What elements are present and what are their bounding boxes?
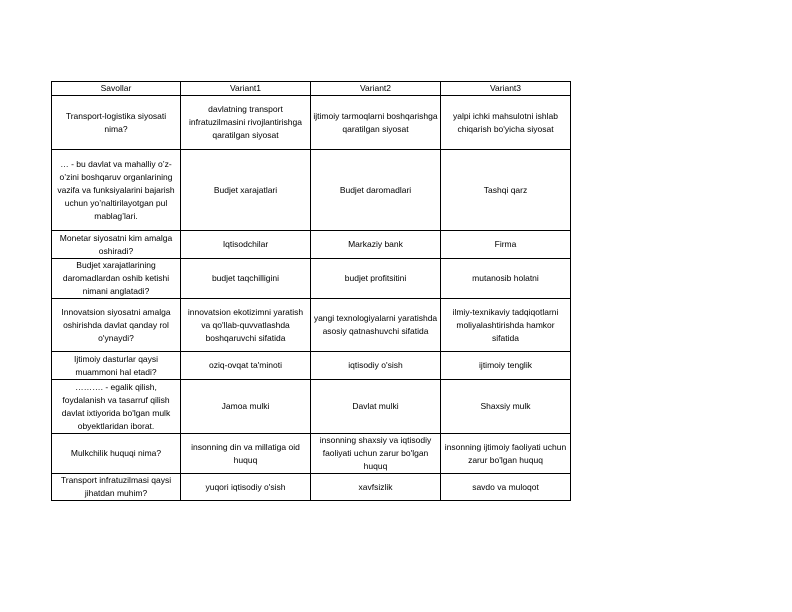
question-cell: Transport infratuzilmasi qaysi jihatdan muhim? — [52, 474, 181, 501]
table-row — [52, 434, 571, 474]
table-row — [52, 150, 571, 231]
question-cell: ………. - egalik qilish, foydalanish va tasarruf qilish davlat ixtiyorida bo'lgan mulk obyektlaridan iborat. — [52, 380, 181, 434]
option-cell: Jamoa mulki — [181, 380, 311, 434]
option-cell: Markaziy bank — [311, 231, 441, 259]
option-cell: budjet taqchilligini — [181, 259, 311, 299]
question-cell: Budjet xarajatlarining daromadlardan oshib ketishi nimani anglatadi? — [52, 259, 181, 299]
table-row — [52, 231, 571, 259]
header-cell: Variant3 — [441, 82, 571, 96]
option-cell: insonning shaxsiy va iqtisodiy faoliyati uchun zarur bo'lgan huquq — [311, 434, 441, 474]
table-row — [52, 380, 571, 434]
question-cell: Monetar siyosatni kim amalga oshiradi? — [52, 231, 181, 259]
header-cell: Savollar — [52, 82, 181, 96]
questions-table — [51, 81, 571, 501]
table-row — [52, 96, 571, 150]
question-cell: … - bu davlat va mahalliy o’z-o’zini boshqaruv organlarining vazifa va funksiyalarini bajarish uchun yo’naltirilayotgan pul mablag’lari. — [52, 150, 181, 231]
option-cell: Tashqi qarz — [441, 150, 571, 231]
option-cell: mutanosib holatni — [441, 259, 571, 299]
table-row — [52, 259, 571, 299]
option-cell: Davlat mulki — [311, 380, 441, 434]
option-cell: iqtisodiy o'sish — [311, 352, 441, 380]
option-cell: ijtimoiy tarmoqlarni boshqarishga qaratilgan siyosat — [311, 96, 441, 150]
table-row — [52, 474, 571, 501]
table-row — [52, 352, 571, 380]
option-cell: Budjet daromadlari — [311, 150, 441, 231]
option-cell: budjet profitsitini — [311, 259, 441, 299]
option-cell: savdo va muloqot — [441, 474, 571, 501]
question-cell: Innovatsion siyosatni amalga oshirishda davlat qanday rol o'ynaydi? — [52, 299, 181, 352]
option-cell: insonning ijtimoiy faoliyati uchun zarur bo'lgan huquq — [441, 434, 571, 474]
option-cell: Budjet xarajatlari — [181, 150, 311, 231]
question-cell: Ijtimoiy dasturlar qaysi muammoni hal etadi? — [52, 352, 181, 380]
option-cell: oziq-ovqat ta'minoti — [181, 352, 311, 380]
option-cell: yuqori iqtisodiy o'sish — [181, 474, 311, 501]
header-cell: Variant2 — [311, 82, 441, 96]
table-row — [52, 299, 571, 352]
header-cell: Variant1 — [181, 82, 311, 96]
option-cell: ilmiy-texnikaviy tadqiqotlarni moliyalashtirishda hamkor sifatida — [441, 299, 571, 352]
question-cell: Transport-logistika siyosati nima? — [52, 96, 181, 150]
question-cell: Mulkchilik huquqi nima? — [52, 434, 181, 474]
header-row — [52, 82, 571, 96]
option-cell: davlatning transport infratuzilmasini rivojlantirishga qaratilgan siyosat — [181, 96, 311, 150]
option-cell: xavfsizlik — [311, 474, 441, 501]
option-cell: yangi texnologiyalarni yaratishda asosiy qatnashuvchi sifatida — [311, 299, 441, 352]
option-cell: Shaxsiy mulk — [441, 380, 571, 434]
option-cell: ijtimoiy tenglik — [441, 352, 571, 380]
option-cell: Firma — [441, 231, 571, 259]
option-cell: innovatsion ekotizimni yaratish va qo'llab-quvvatlashda boshqaruvchi sifatida — [181, 299, 311, 352]
option-cell: insonning din va millatiga oid huquq — [181, 434, 311, 474]
option-cell: yalpi ichki mahsulotni ishlab chiqarish bo'yicha siyosat — [441, 96, 571, 150]
option-cell: Iqtisodchilar — [181, 231, 311, 259]
